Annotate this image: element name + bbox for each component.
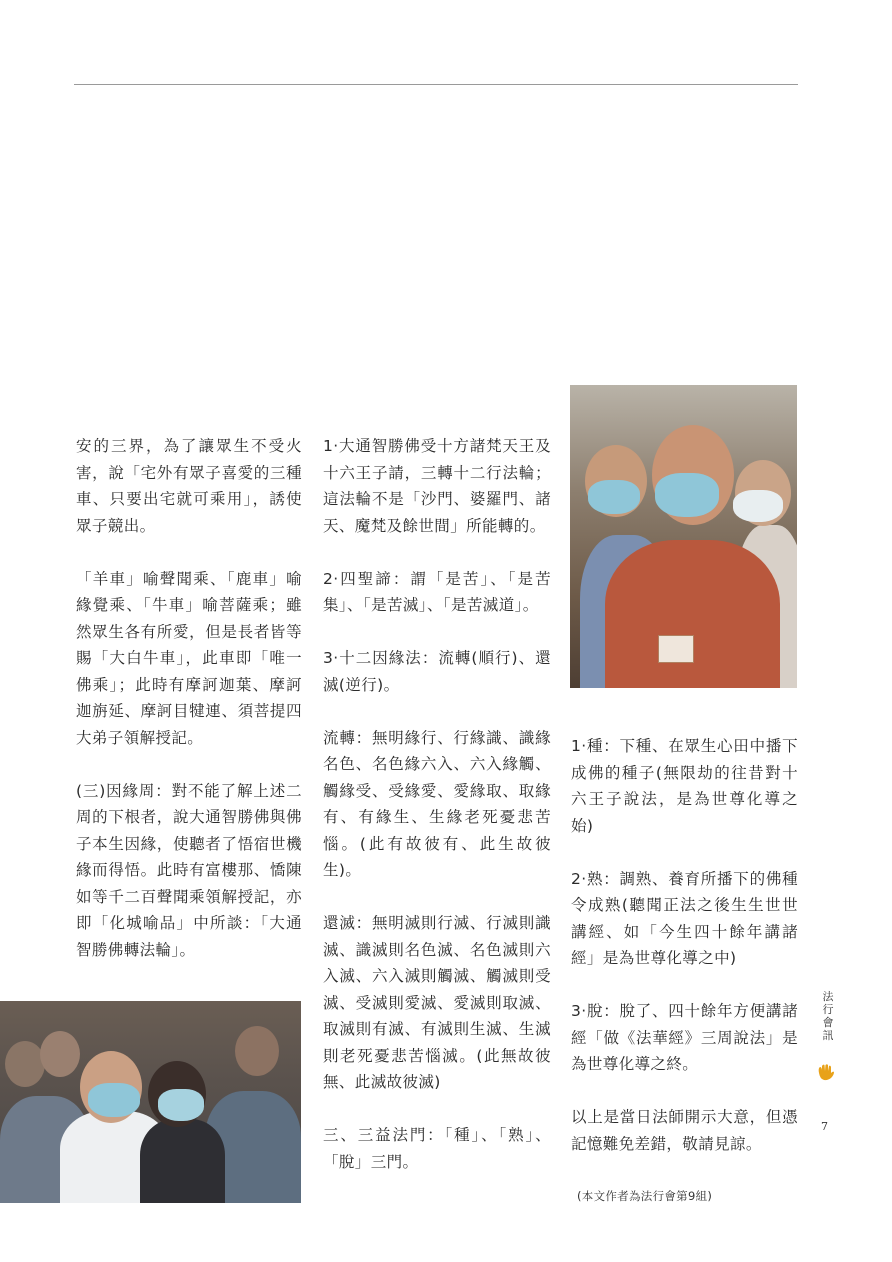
photo-audience-seated xyxy=(0,1001,301,1203)
bg-person-head xyxy=(5,1041,45,1087)
person-center-mask xyxy=(655,473,719,517)
paragraph: 1‧大通智勝佛受十方諸梵天王及十六王子請，三轉十二行法輪；這法輪不是「沙門、婆羅門、諸天、魔梵及餘世間」所能轉的。 xyxy=(323,437,551,535)
brand-text: 法 行 會 訊 xyxy=(822,990,834,1042)
person-left-mask xyxy=(588,480,640,514)
paragraph: 「羊車」喻聲聞乘、「鹿車」喻緣覺乘、「牛車」喻菩薩乘；雖然眾生各有所愛，但是長者皆等賜「大白牛車」，此車即「唯一佛乘」；此時有摩訶迦葉、摩訶迦旃延、摩訶目犍連、須菩提四大弟子領解授記。 xyxy=(76,569,302,747)
author-note: (本文作者為法行會第9組) xyxy=(577,1189,713,1203)
woman-mask xyxy=(158,1089,204,1121)
text-column-left xyxy=(76,433,302,963)
paragraph: 以上是當日法師開示大意，但憑記憶難免差錯，敬請見諒。 xyxy=(571,1108,798,1153)
text-column-right xyxy=(571,733,798,1157)
bg-person-head xyxy=(40,1031,80,1077)
woman-dark-top xyxy=(140,1119,225,1203)
name-badge xyxy=(658,635,694,663)
paragraph: 三、三益法門：「種」、「熟」、「脫」三門。 xyxy=(323,1126,551,1171)
hand-icon xyxy=(816,1063,836,1081)
paragraph: 安的三界，為了讓眾生不受火害，說「宅外有眾子喜愛的三種車、只要出宅就可乘用」，誘使眾子競出。 xyxy=(76,437,302,535)
person-right-mask xyxy=(733,490,783,522)
paragraph: 3‧十二因緣法：流轉(順行)、還滅(逆行)。 xyxy=(323,649,551,694)
person-center-shirt xyxy=(605,540,780,688)
top-divider xyxy=(74,84,798,85)
paragraph: 2‧四聖諦：謂「是苦」、「是苦集」、「是苦滅」、「是苦滅道」。 xyxy=(323,569,551,614)
publication-brand-vertical xyxy=(820,990,836,1042)
photo-audience-masked-men xyxy=(570,385,797,688)
bg-person-head xyxy=(235,1026,279,1076)
paragraph: 1‧種：下種、在眾生心田中播下成佛的種子(無限劫的往昔對十六王子說法，是為世尊化導之始) xyxy=(571,737,798,835)
paragraph: 流轉：無明緣行、行緣識、識緣名色、名色緣六入、六入緣觸、觸緣受、受緣愛、愛緣取、取緣有、有緣生、生緣老死憂悲苦惱。(此有故彼有、此生故彼生)。 xyxy=(323,728,551,879)
paragraph: 還滅：無明滅則行滅、行滅則識滅、識滅則名色滅、名色滅則六入滅、六入滅則觸滅、觸滅則受滅、受滅則愛滅、愛滅則取滅、取滅則有滅、有滅則生滅、生滅則老死憂悲苦惱滅。(此無故彼無、此滅故彼滅) xyxy=(323,914,551,1091)
text-column-middle xyxy=(323,433,551,1175)
paragraph: (三)因緣周：對不能了解上述二周的下根者，說大通智勝佛與佛子本生因緣，使聽者了悟宿世機緣而得悟。此時有富樓那、憍陳如等千二百聲聞乘領解授記，亦即「化城喻品」中所談：「大通智勝佛轉法輪」。 xyxy=(76,781,302,959)
man-mask xyxy=(88,1083,140,1117)
paragraph: 2‧熟：調熟、養育所播下的佛種令成熟(聽聞正法之後生生世世講經、如「今生四十餘年講諸經」是為世尊化導之中) xyxy=(571,869,798,967)
paragraph: 3‧脫：脫了、四十餘年方便講諸經「做《法華經》三周說法」是為世尊化導之終。 xyxy=(571,1002,798,1073)
page-number: 7 xyxy=(821,1120,828,1133)
